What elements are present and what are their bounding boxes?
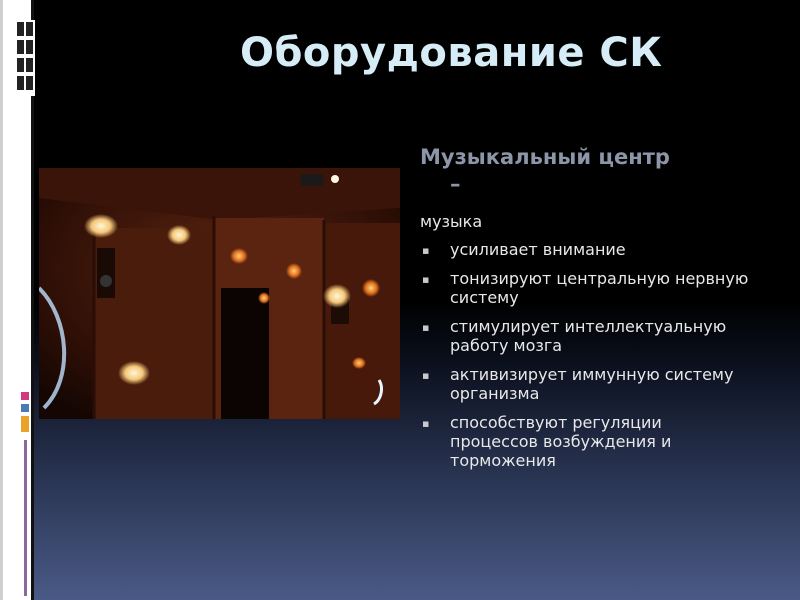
- list-item: [420, 365, 750, 403]
- bullet-list: [420, 240, 750, 480]
- section-dash: –: [450, 172, 461, 196]
- accent-line: [24, 440, 27, 596]
- list-item: [420, 240, 750, 259]
- section-heading: Музыкальный центр: [420, 145, 670, 169]
- list-item-text: стимулирует интеллектуальную работу мозга: [450, 317, 727, 355]
- bullet-square-icon: ▪: [422, 369, 430, 382]
- bullet-square-icon: ▪: [422, 273, 430, 286]
- accent-block: [21, 392, 29, 400]
- list-item: [420, 269, 750, 307]
- list-item: [420, 413, 750, 470]
- bullet-square-icon: ▪: [422, 417, 430, 430]
- list-item-text: тонизируют центральную нервную систему: [450, 269, 749, 307]
- accent-block: [21, 404, 29, 412]
- bullet-square-icon: ▪: [422, 321, 430, 334]
- grid-icon: [15, 20, 35, 96]
- slide-title: Оборудование СК: [240, 30, 663, 76]
- list-item: [420, 317, 750, 355]
- accent-block: [21, 416, 29, 432]
- list-item-text: способствуют регуляции процессов возбуждения и торможения: [450, 413, 672, 470]
- disco-room-photo: [39, 168, 400, 419]
- left-edge-line: [0, 0, 3, 600]
- lead-text: музыка: [420, 212, 483, 231]
- list-item-text: активизирует иммунную систему организма: [450, 365, 734, 403]
- accent-blocks: [21, 392, 29, 436]
- list-item-text: усиливает внимание: [450, 240, 626, 259]
- bullet-square-icon: ▪: [422, 244, 430, 257]
